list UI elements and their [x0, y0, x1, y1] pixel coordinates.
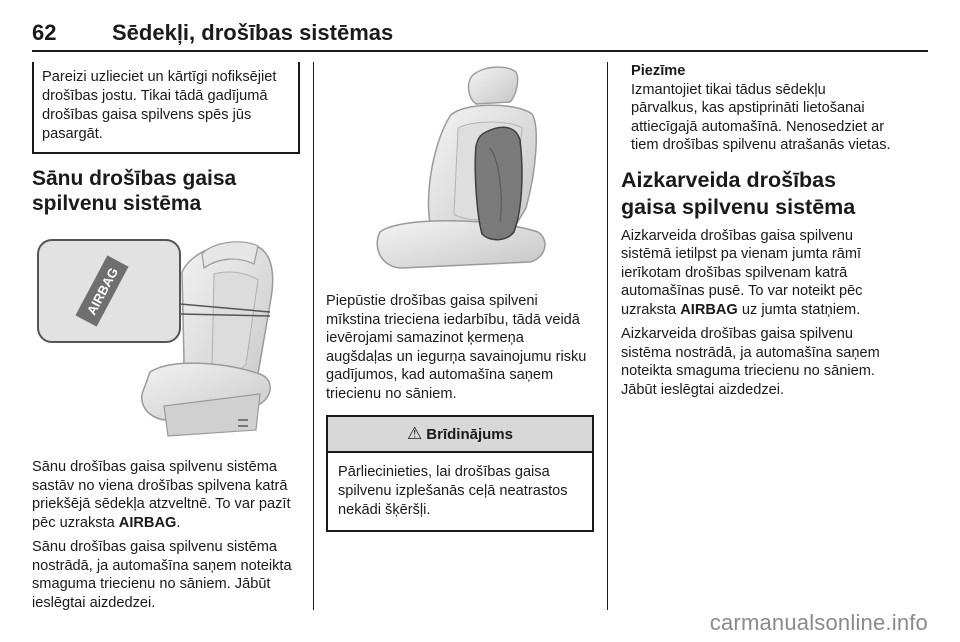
deployed-airbag-figure [326, 62, 594, 274]
curtain-airbag-heading: Aizkarveida drošības gaisa spilvenu sistēma [621, 167, 856, 219]
note-title: Piezīme [631, 63, 686, 79]
curtain-airbag-p1-end: uz jumta statņiem. [737, 301, 861, 318]
curtain-airbag-p1-bold: AIRBAG [680, 301, 738, 318]
side-airbag-p1-text: Sānu drošības gaisa spilvenu sistēma sastāv no viena drošības spilvena katrā priekšējā sēdekļa atzveltnē. To var pazīt pēc uzraksta [32, 459, 291, 531]
warning-body: Pārliecinieties, lai drošības gaisa spilvenu izplešanās ceļā neatrastos nekādi šķēršļi. [338, 464, 568, 518]
warning-header [328, 417, 592, 453]
chapter-title: Sēdekļi, drošības sistēmas [112, 20, 394, 45]
column-divider-right [607, 62, 608, 610]
watermark: carmanualsonline.info [709, 610, 928, 635]
side-airbag-heading: Sānu drošības gaisa spilvenu sistēma [32, 167, 237, 215]
seat-with-airbag-label-illustration [32, 234, 300, 444]
side-airbag-figure [32, 234, 300, 444]
warning-box [326, 415, 594, 532]
side-airbag-paragraph-1 [32, 458, 300, 532]
page-header [32, 0, 928, 50]
note-text: Izmantojiet tikai tādus sēdekļu pārvalkus, kas apstiprināti lietošanai attiecīgajā automašīnā. Nenosedziet ar tiem drošības spilvenu atrašanās vietas. [631, 81, 891, 153]
deployed-airbag-paragraph: Piepūstie drošības gaisa spilveni mīkstina trieciena iedarbību, tādā veidā ievērojami samazinot ķermeņa augšdaļas un iegurņa savainojumu risku gadījumos, kad automašīna saņem triecienu no sāniem. [326, 293, 587, 402]
seatbelt-reminder-box [32, 62, 300, 154]
column-divider-left [313, 62, 314, 610]
airbag-label: AIRBAG [83, 265, 122, 318]
warning-triangle-icon: ⚠ [407, 424, 423, 443]
column-2 [326, 62, 594, 532]
page-number: 62 [32, 20, 57, 45]
curtain-airbag-p1-text: Aizkarveida drošības gaisa spilvenu sistēmā ietilpst pa vienam jumta rāmī ierīkotam drošības spilvenam katrā automašīnas pusē. To var noteikt pēc uzraksta [621, 227, 863, 318]
seat-with-deployed-airbag-illustration [326, 62, 594, 274]
column-3 [621, 62, 891, 399]
side-airbag-p1-bold: AIRBAG [118, 514, 177, 531]
note-block [621, 62, 891, 155]
side-airbag-p1-end: . [176, 514, 181, 531]
header-rule [32, 50, 928, 52]
seatbelt-reminder-text: Pareizi uzlieciet un kārtīgi nofiksējiet drošības jostu. Tikai tādā gadījumā drošības gaisa spilvens spēs jūs pasargāt. [42, 69, 277, 142]
curtain-airbag-paragraph-2: Aizkarveida drošības gaisa spilvenu sistēma nostrādā, ja automašīna saņem noteikta smaguma triecienu no sāniem. Jābūt ieslēgtai aizdedzei. [621, 326, 880, 398]
column-1 [32, 62, 300, 612]
warning-title: Brīdinājums [426, 425, 513, 443]
side-airbag-paragraph-2: Sānu drošības gaisa spilvenu sistēma nostrādā, ja automašīna saņem noteikta smaguma triecienu no sāniem. Jābūt ieslēgtai aizdedzei. [32, 539, 292, 611]
curtain-airbag-paragraph-1 [621, 227, 891, 320]
